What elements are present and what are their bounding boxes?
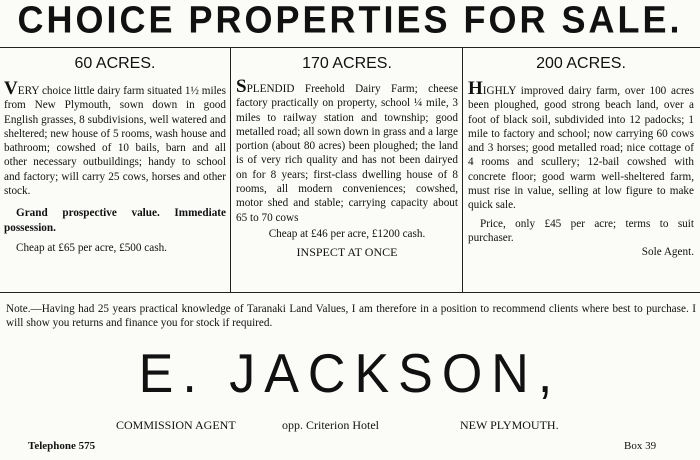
listing-extra: Grand prospective value. Immediate possession. <box>4 207 226 234</box>
listing-extra: INSPECT AT ONCE <box>296 245 398 260</box>
agent-town: NEW PLYMOUTH. <box>460 418 559 432</box>
column-divider-right <box>462 48 463 292</box>
listing-170-acres <box>236 50 458 280</box>
advert-headline: CHOICE PROPERTIES FOR SALE. <box>17 0 683 41</box>
listing-price: Cheap at £46 per acre, £1200 cash. <box>268 227 426 240</box>
drop-cap: H <box>468 78 483 99</box>
listing-description <box>236 76 458 225</box>
drop-cap: V <box>4 78 18 99</box>
listing-description <box>4 78 226 198</box>
listing-heading: 200 ACRES. <box>536 55 626 72</box>
listing-price: Price, only £45 per acre; terms to suit purchaser. <box>468 217 694 244</box>
agent-address: opp. Criterion Hotel <box>282 418 379 432</box>
agent-note: Note.—Having had 25 years practical knowledge of Taranaki Land Values, I am therefore in a position to recommend clients where best to purchase. I will show you returns and finance you for stock if required. <box>6 303 696 329</box>
listing-60-acres <box>4 50 226 280</box>
listing-body: ERY choice little dairy farm situated 1½ miles from New Plymouth, sown down in good English grasses, 8 subdivisions, well watered and sheltered; new house of 5 rooms, wash house and bathroom; cowshed of 10 bails, barn and all other necessary outbuildings; handy to school and factory; will carry 25 cows, horses and other stock. <box>4 85 226 198</box>
listing-heading: 170 ACRES. <box>302 55 392 72</box>
listing-body: IGHLY improved dairy farm, over 100 acres been ploughed, good strong beach land, over a foot of black soil, subdivided into 12 padocks; 1 mile to factory and school; now carrying 60 cows and 3 horses; good metalled road; nice cottage of 4 rooms and scullery; 12-bail cowshed with concrete floor; good warm well-sheltered farm, must rise in value, selling at low figure to make quick sale. <box>468 85 694 212</box>
listing-description <box>468 78 694 213</box>
listing-heading: 60 ACRES. <box>74 55 156 72</box>
agent-name: E. JACKSON, <box>138 343 562 405</box>
top-rule <box>0 47 700 48</box>
listing-extra: Sole Agent. <box>641 246 694 259</box>
listing-200-acres <box>468 50 694 280</box>
agent-title: COMMISSION AGENT <box>116 418 236 432</box>
listing-price: Cheap at £65 per acre, £500 cash. <box>16 241 167 254</box>
box-number: Box 39 <box>624 440 657 452</box>
telephone-number: Telephone 575 <box>28 440 96 452</box>
middle-rule <box>0 292 700 293</box>
drop-cap: S <box>236 76 247 97</box>
column-divider-left <box>230 48 231 292</box>
listing-body: PLENDID Freehold Dairy Farm; cheese factory practically on property, school ¼ mile, 3 miles to railway station and township; good metalled road; all sown down in grass and a large portion (about 80 acres) been ploughed; the land is of very rich quality and has not been dairyed on for 8 years; first-class dwelling house of 8 rooms, all modern conveniences; cowshed, motor shed and stable; carrying capacity about 65 to 70 cows <box>236 83 458 224</box>
